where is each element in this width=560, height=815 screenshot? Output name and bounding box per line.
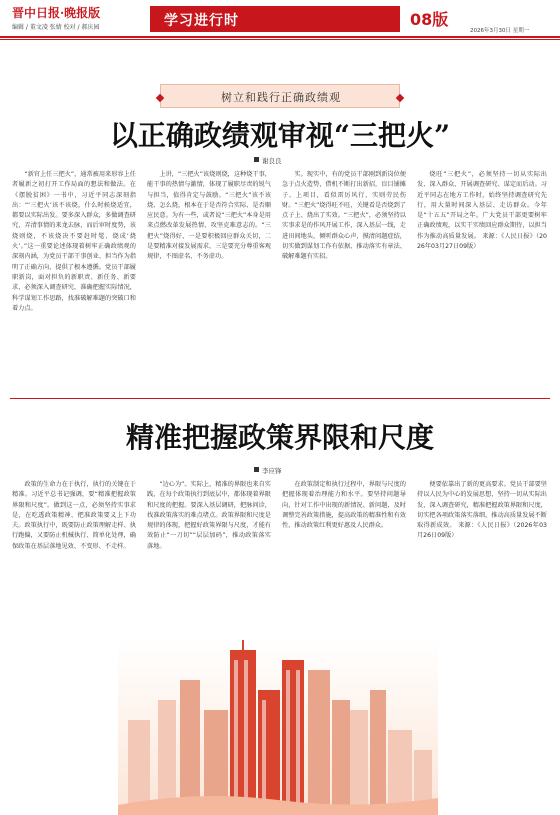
article2-col4-text: 便要依靠出了新的更高要求。党员干部要坚持以人民为中心的发展思想，坚持一切从实际出发，深入调查研究，精准把握政策界限和尺度，切实把各项政策落实落细，推动高质量发展不断取得新成效。 来源：《人民日报》（2026年03月26日09版） bbox=[417, 481, 547, 540]
article2-author: 李应锋 bbox=[262, 467, 282, 475]
column-tag bbox=[160, 84, 400, 108]
header-rule bbox=[0, 36, 560, 38]
byline-square-icon bbox=[254, 157, 259, 162]
column-tag-text: 树立和践行正确政绩观 bbox=[221, 91, 341, 104]
article1-col3-text: 实。现实中，有的党员干部刚到新岗位便急于点火造势，借机不断打出新招，盲目铺摊子、上项目，看似雷厉风行，实则劳民伤财。“三把火”烧得旺不旺，关键看是否烧到了点子上、烧出了实效。“三把火”，必须坚持以实事求是的作风开展工作，深入基层一线，走进田间地头，倾听群众心声，摸清问题症结，切实做到谋划工作有依据、推动落实有章法、破解难题有实招。 bbox=[282, 171, 406, 261]
article2-col3-text: 在政策制定和执行过程中，界限与尺度的把握体现着治理能力和水平。要坚持问题导向，针对工作中出现的新情况、新问题，及时调整完善政策措施，提高政策的精准性和有效性，推动政策红利更好惠及人民群众。 bbox=[282, 481, 406, 530]
article1-col1-text: “新官上任三把火”，通常被用来形容上任者履新之初打开工作局面的想法和做法。在《摆脱贫困》一书中，习近平同志深刻指出：“‘三把火’该不该烧，什么时候烧适宜，都要以实际出发。要多深入群众，多做调查研究，弄清事情的来龙去脉，而后审时度势，该烧则烧，不该烧决不要赶时髦、烧成‘烧火’。”这一重要论述体现着树牢正确政绩观的深刻内涵，为党员干部干事创业、担当作为指明了正确方向、提供了根本遵循。党员干部履职新岗，面对担负的新职责、新任务、新要求，必须深入调查研究，准确把握实际情况，科学谋划工作思路，找准破解难题的突破口和着力点。 bbox=[12, 171, 136, 312]
section-title: 学习进行时 bbox=[164, 13, 239, 29]
article1-column-1 bbox=[12, 170, 136, 390]
masthead bbox=[0, 0, 560, 62]
article-separator bbox=[10, 398, 550, 399]
newspaper-logo: 晋中日报·晚报版 bbox=[12, 6, 101, 20]
city-skyline-illustration bbox=[118, 640, 438, 815]
issue-date: 2026年3月30日 星期一 bbox=[470, 28, 530, 34]
article2-title: 精准把握政策界限和尺度 bbox=[125, 421, 434, 454]
edition-number: 08版 bbox=[410, 10, 449, 29]
article1-column-4 bbox=[417, 170, 547, 390]
article1-author: 谢良良 bbox=[262, 157, 282, 165]
header-rule-thin bbox=[0, 39, 560, 40]
byline-square-icon bbox=[254, 467, 259, 472]
article2-column-3 bbox=[282, 480, 406, 640]
article1-col2-text: 上讲，“三把火”该烧则烧，这种烧干事，能干事的热情与激情，体现了履职尽责的锐气与担当，值得肯定与鼓励。“三把火”该不该烧、怎么烧，根本在于是否符合实际、是否顺应民意。为有一些，或者说“三把火”本身是用来点燃改革发展热情、攻坚克难意志的。“三把火”烧得好，一是要积极回应群众关切，二是要精准对接发展需求，三是要充分尊重客观规律，不图虚名、不务虚功。 bbox=[147, 171, 271, 261]
editors-line: 编辑 / 董文凌 张婧 校对 / 郝庆园 bbox=[12, 24, 100, 31]
article2-col1-text: 政策的生命力在于执行，执行的关键在于精准。习近平总书记强调，要“精准把握政策界限和尺度”。做到这一点，必须坚持实事求是，在吃透政策精神、把准政策要义上下功夫。政策执行中，既要防止政策理解走样、执行跑偏，又要防止机械执行、简单化处理，确保政策在基层落地见效、不变形、不走样。 bbox=[12, 481, 136, 550]
article2-col2-text: “边心为”。实际上，精准的界限也来自实践，在每个政策执行到底层中，都体现着界限和尺度的把握。要深入基层调研，把脉问诊，找准政策落实的难点堵点。政策界限和尺度是规律的体现，把握好政策界限与尺度，才能有效防止“一刀切”“层层加码”，推动政策落实落地。 bbox=[147, 481, 271, 550]
article1-column-2 bbox=[147, 170, 271, 390]
article1-col4-text: 烧旺“三把火”，必须坚持一切从实际出发、深入群众、开展调查研究、谋定而后动。习近平同志在地方工作时，始终坚持调查研究先行，用大量时间深入基层、走访群众。今年是“十五五”开局之年。广大党员干部更要树牢正确政绩观，以实干实绩回应群众期待，以担当作为推动高质量发展。 来源：《人民日报》（2026年03月27日09版） bbox=[417, 171, 547, 251]
article1-title: 以正确政绩观审视“三把火” bbox=[109, 119, 451, 152]
article1-column-3 bbox=[282, 170, 406, 390]
article2-column-2 bbox=[147, 480, 271, 640]
